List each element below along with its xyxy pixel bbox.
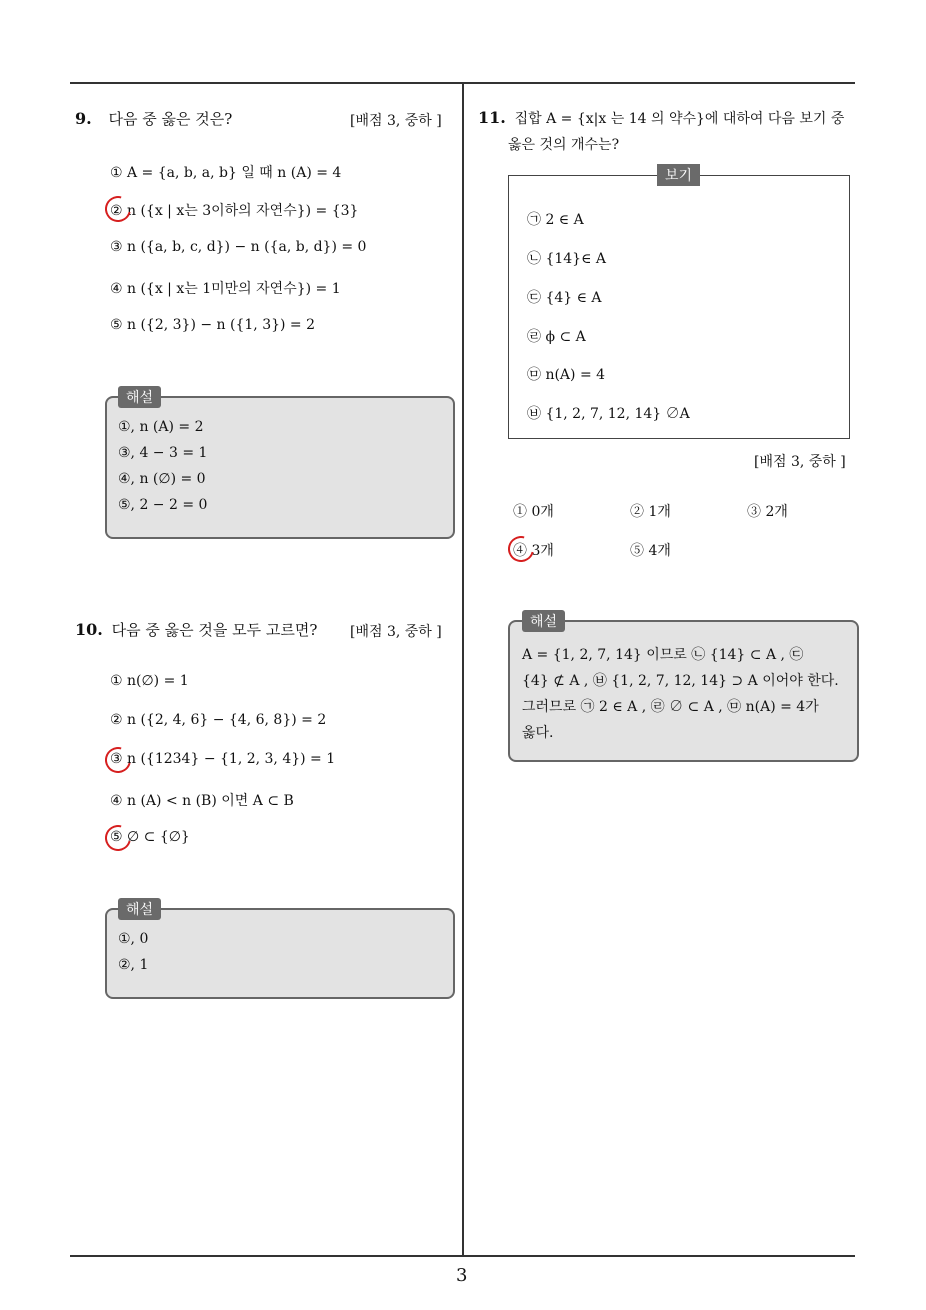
- q10-explanation-box: [105, 908, 455, 999]
- q9-option-4[interactable]: ④ n ({x | x는 1미만의 자연수}) = 1: [110, 281, 341, 297]
- explanation-line: ⑤, 2 − 2 = 0: [118, 497, 208, 513]
- q11-explanation-box: [508, 620, 859, 762]
- bogi-item: ㉡ {14}∈ A: [527, 251, 607, 267]
- question-number: 11.: [478, 108, 506, 127]
- bottom-rule: [70, 1255, 855, 1257]
- q11-option-2[interactable]: ② 1개: [630, 504, 671, 520]
- question-10-header: [75, 619, 317, 640]
- bogi-item: ㉤ n(A) = 4: [527, 367, 606, 383]
- question-9-header: [75, 108, 232, 129]
- explanation-label: 해설: [118, 386, 161, 408]
- question-9-score: [배점 3, 중하 ]: [350, 113, 442, 129]
- q9-explanation-box: [105, 396, 455, 539]
- answer-mark-circle: [503, 531, 539, 567]
- bogi-item: ㉣ ϕ ⊂ A: [527, 329, 586, 345]
- explanation-label: 해설: [522, 610, 565, 632]
- explanation-line: 그러므로 ㉠ 2 ∈ A , ㉣ ∅ ⊂ A , ㉤ n(A) = 4가: [522, 699, 819, 715]
- explanation-line: 옳다.: [522, 725, 554, 741]
- explanation-label: 해설: [118, 898, 161, 920]
- q9-option-3[interactable]: ③ n ({a, b, c, d}) − n ({a, b, d}) = 0: [110, 239, 367, 255]
- answer-mark-circle: [100, 742, 136, 778]
- q10-option-3[interactable]: ③ n ({1234} − {1, 2, 3, 4}) = 1: [110, 751, 336, 767]
- answer-mark-circle: [100, 820, 136, 856]
- q10-option-1[interactable]: ① n(∅) = 1: [110, 673, 189, 689]
- question-number: 10.: [75, 620, 103, 639]
- explanation-line: ④, n (∅) = 0: [118, 471, 206, 487]
- explanation-line: ①, 0: [118, 931, 149, 947]
- bogi-item: ㉥ {1, 2, 7, 12, 14} ∅A: [527, 406, 690, 422]
- q10-option-5[interactable]: ⑤ ∅ ⊂ {∅}: [110, 829, 190, 845]
- question-11-header: [478, 108, 844, 128]
- question-10-score: [배점 3, 중하 ]: [350, 624, 442, 640]
- bogi-item: ㉠ 2 ∈ A: [527, 212, 584, 228]
- question-text: 집합 A = {x|x 는 14 의 약수}에 대하여 다음 보기 중: [514, 111, 845, 127]
- q11-option-1[interactable]: ① 0개: [513, 504, 554, 520]
- q9-option-2[interactable]: ② n ({x | x는 3이하의 자연수}) = {3}: [110, 203, 359, 219]
- bogi-item: ㉢ {4} ∈ A: [527, 290, 602, 306]
- page-number: 3: [456, 1265, 468, 1286]
- answer-mark-circle: [100, 191, 136, 227]
- q10-option-4[interactable]: ④ n (A) < n (B) 이면 A ⊂ B: [110, 793, 294, 809]
- bogi-label: 보기: [657, 164, 700, 186]
- q9-option-1[interactable]: ① A = {a, b, a, b} 일 때 n (A) = 4: [110, 165, 342, 181]
- explanation-line: {4} ⊄ A , ㉥ {1, 2, 7, 12, 14} ⊃ A 이어야 한다.: [522, 673, 839, 689]
- q11-option-5[interactable]: ⑤ 4개: [630, 543, 671, 559]
- question-11-text-line2: 옳은 것의 개수는?: [508, 137, 620, 153]
- q9-option-5[interactable]: ⑤ n ({2, 3}) − n ({1, 3}) = 2: [110, 317, 316, 333]
- q11-option-4[interactable]: ④ 3개: [513, 543, 554, 559]
- explanation-line: A = {1, 2, 7, 14} 이므로 ㉡ {14} ⊂ A , ㉢: [522, 647, 804, 663]
- q10-option-2[interactable]: ② n ({2, 4, 6} − {4, 6, 8}) = 2: [110, 712, 327, 728]
- question-text: 다음 중 옳은 것을 모두 고르면?: [111, 621, 318, 639]
- question-number: 9.: [75, 109, 92, 128]
- explanation-line: ②, 1: [118, 957, 149, 973]
- explanation-line: ③, 4 − 3 = 1: [118, 445, 208, 461]
- question-text: 다음 중 옳은 것은?: [108, 110, 233, 128]
- explanation-line: ①, n (A) = 2: [118, 419, 204, 435]
- question-11-score: [배점 3, 중하 ]: [754, 454, 846, 470]
- column-divider: [462, 83, 464, 1256]
- q11-option-3[interactable]: ③ 2개: [747, 504, 788, 520]
